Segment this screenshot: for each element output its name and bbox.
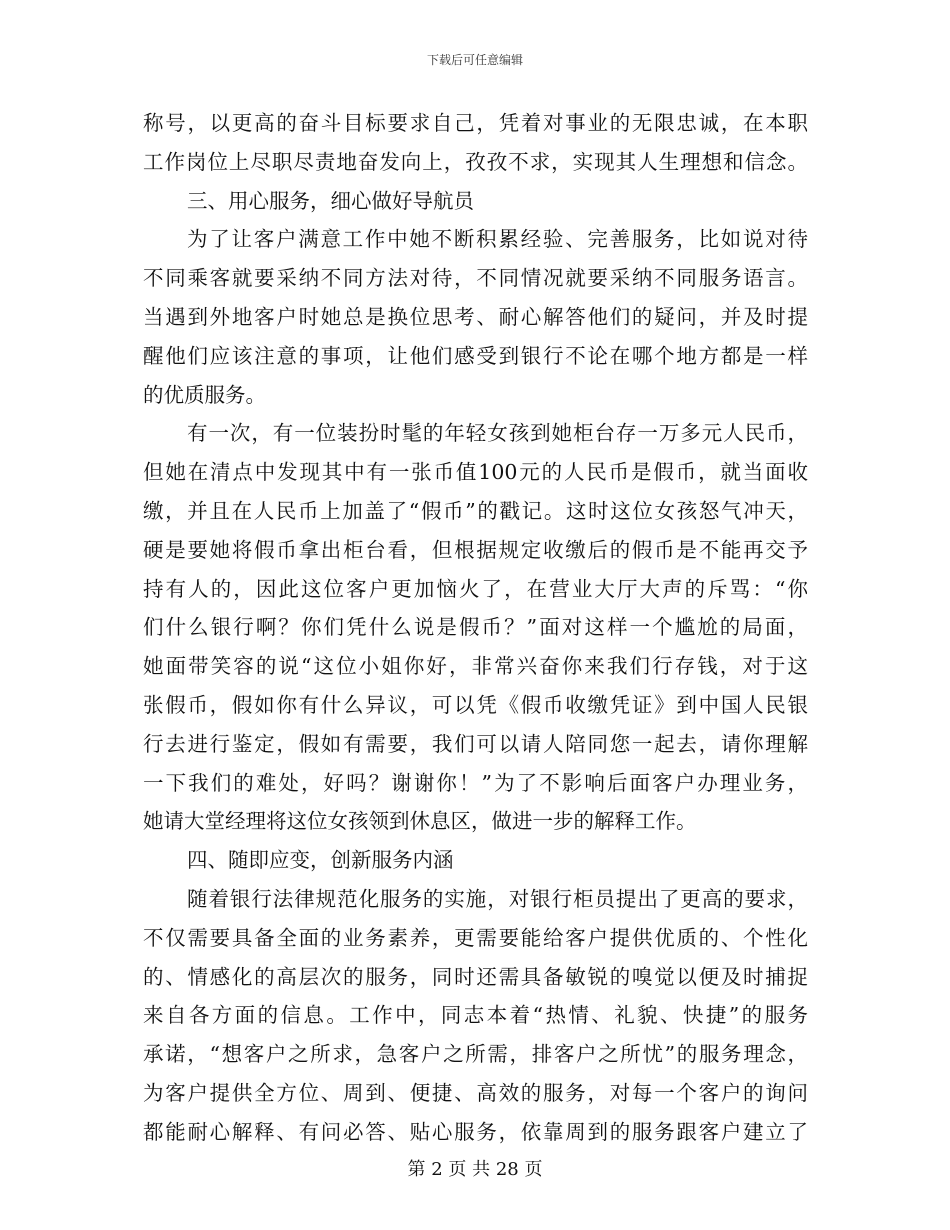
text-line: 张假币，假如你有什么异议，可以凭《假币收缴凭证》到中国人民银 [143, 692, 808, 717]
text-line: 工作岗位上尽职尽责地奋发向上，孜孜不求，实现其人生理想和信念。 [143, 149, 808, 174]
text-line: 但她在清点中发现其中有一张币值100元的人民币是假币，就当面收 [143, 460, 808, 485]
text-line: 不仅需要具备全面的业务素养，更需要能给客户提供优质的、个性化 [143, 925, 808, 950]
text-line: 为客户提供全方位、周到、便捷、高效的服务，对每一个客户的询问 [143, 1080, 808, 1105]
text-line: 三、用心服务，细心做好导航员 [187, 188, 474, 213]
text-line: 她请大堂经理将这位女孩领到休息区，做进一步的解释工作。 [143, 809, 697, 834]
text-line: 承诺，“想客户之所求，急客户之所需，排客户之所忧”的服务理念， [143, 1042, 808, 1067]
text-line: 她面带笑容的说“这位小姐你好，非常兴奋你来我们行存钱，对于这 [143, 654, 808, 679]
text-line: 缴，并且在人民币上加盖了“假币”的戳记。这时这位女孩怒气冲天， [143, 498, 808, 523]
text-line: 都能耐心解释、有问必答、贴心服务，依靠周到的服务跟客户建立了 [143, 1119, 808, 1144]
text-line: 一下我们的难处，好吗？谢谢你！”为了不影响后面客户办理业务， [143, 770, 808, 795]
text-line: 的、情感化的高层次的服务，同时还需具备敏锐的嗅觉以便及时捕捉 [143, 964, 808, 989]
text-line: 硬是要她将假币拿出柜台看，但根据规定收缴后的假币是不能再交予 [143, 537, 808, 562]
text-line: 随着银行法律规范化服务的实施，对银行柜员提出了更高的要求， [187, 886, 808, 911]
text-line: 有一次，有一位装扮时髦的年轻女孩到她柜台存一万多元人民币， [187, 421, 808, 446]
text-line: 称号，以更高的奋斗目标要求自己，凭着对事业的无限忠诚，在本职 [143, 111, 808, 135]
text-line: 四、随即应变，创新服务内涵 [187, 848, 454, 873]
document-body [143, 104, 808, 1152]
text-line: 们什么银行啊？你们凭什么说是假币？”面对这样一个尴尬的局面， [143, 615, 808, 640]
text-line: 不同乘客就要采纳不同方法对待，不同情况就要采纳不同服务语言。 [143, 266, 808, 291]
page-header: 下载后可任意编辑 [426, 53, 523, 67]
text-line: 当遇到外地客户时她总是换位思考、耐心解答他们的疑问，并及时提 [143, 304, 808, 329]
text-line: 醒他们应该注意的事项，让他们感受到银行不论在哪个地方都是一样 [143, 343, 808, 368]
text-line: 为了让客户满意工作中她不断积累经验、完善服务，比如说对待 [187, 227, 808, 252]
text-line: 来自各方面的信息。工作中，同志本着“热情、礼貌、快捷”的服务 [143, 1003, 808, 1028]
page-footer: 第 2 页 共 28 页 [407, 1159, 543, 1180]
text-line: 的优质服务。 [143, 382, 266, 407]
text-line: 行去进行鉴定，假如有需要，我们可以请人陪同您一起去，请你理解 [143, 731, 808, 756]
text-line: 持有人的，因此这位客户更加恼火了，在营业大厅大声的斥骂：“你 [143, 576, 808, 601]
